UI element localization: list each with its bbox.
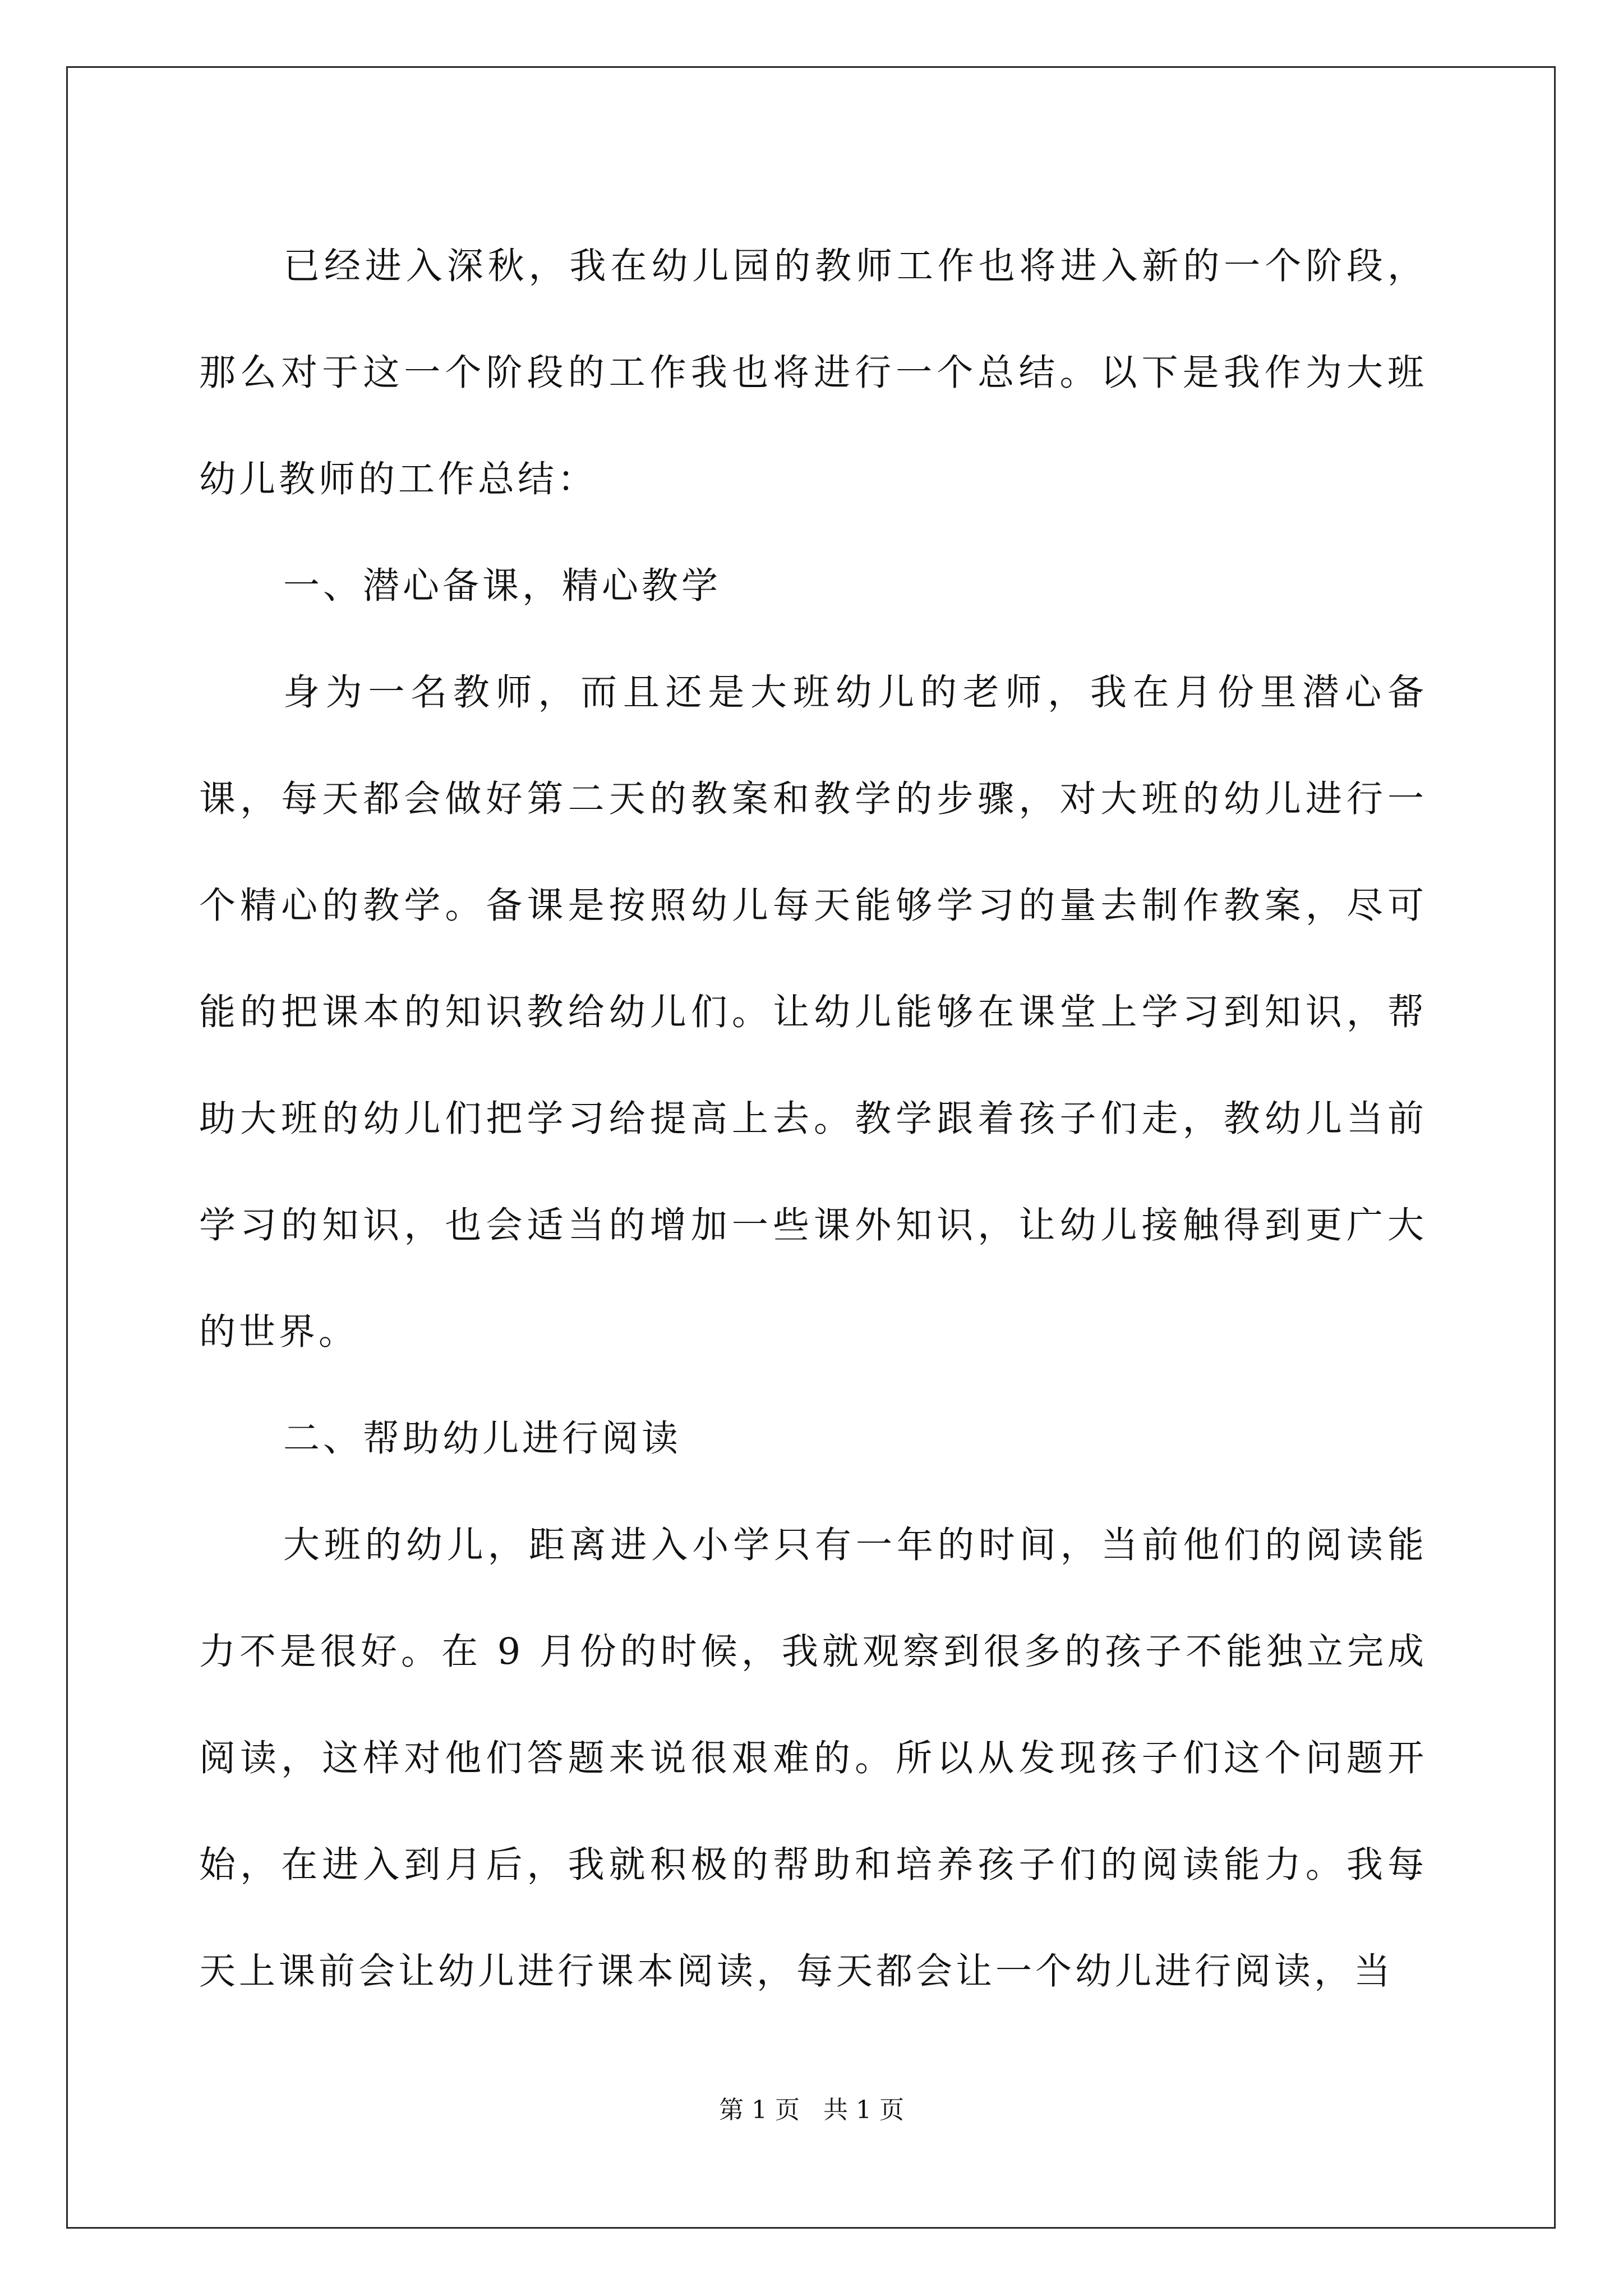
- page-footer: 第 1 页 共 1 页: [719, 2096, 904, 2124]
- paragraph-section-1: 身为一名教师，而且还是大班幼儿的老师，我在月份里潜心备课，每天都会做好第二天的教案和教学的步骤，对大班的幼儿进行一个精心的教学。备课是按照幼儿每天能够学习的量去制作教案，尽可能的把课本的知识教给幼儿们。让幼儿能够在课堂上学习到知识，帮助大班的幼儿们把学习给提高上去。教学跟着孩子们走，教幼儿当前学习的知识，也会适当的增加一些课外知识，让幼儿接触得到更广大的世界。: [199, 671, 1427, 1353]
- section-heading-2: 二、帮助幼儿进行阅读: [283, 1418, 682, 1460]
- section-heading-1: 一、潜心备课，精心教学: [283, 565, 722, 607]
- document-body: [199, 213, 1427, 2025]
- paragraph-section-2: 大班的幼儿，距离进入小学只有一年的时间，当前他们的阅读能力不是很好。在 9 月份的时候，我就观察到很多的孩子不能独立完成阅读，这样对他们答题来说很艰难的。所以从发现孩子们这个问题开始，在进入到月后，我就积极的帮助和培养孩子们的阅读能力。我每天上课前会让幼儿进行课本阅读，每天都会让一个幼儿进行阅读，当: [199, 1524, 1427, 1993]
- paragraph-intro: 已经进入深秋，我在幼儿园的教师工作也将进入新的一个阶段，那么对于这一个阶段的工作我也将进行一个总结。以下是我作为大班幼儿教师的工作总结：: [199, 245, 1427, 500]
